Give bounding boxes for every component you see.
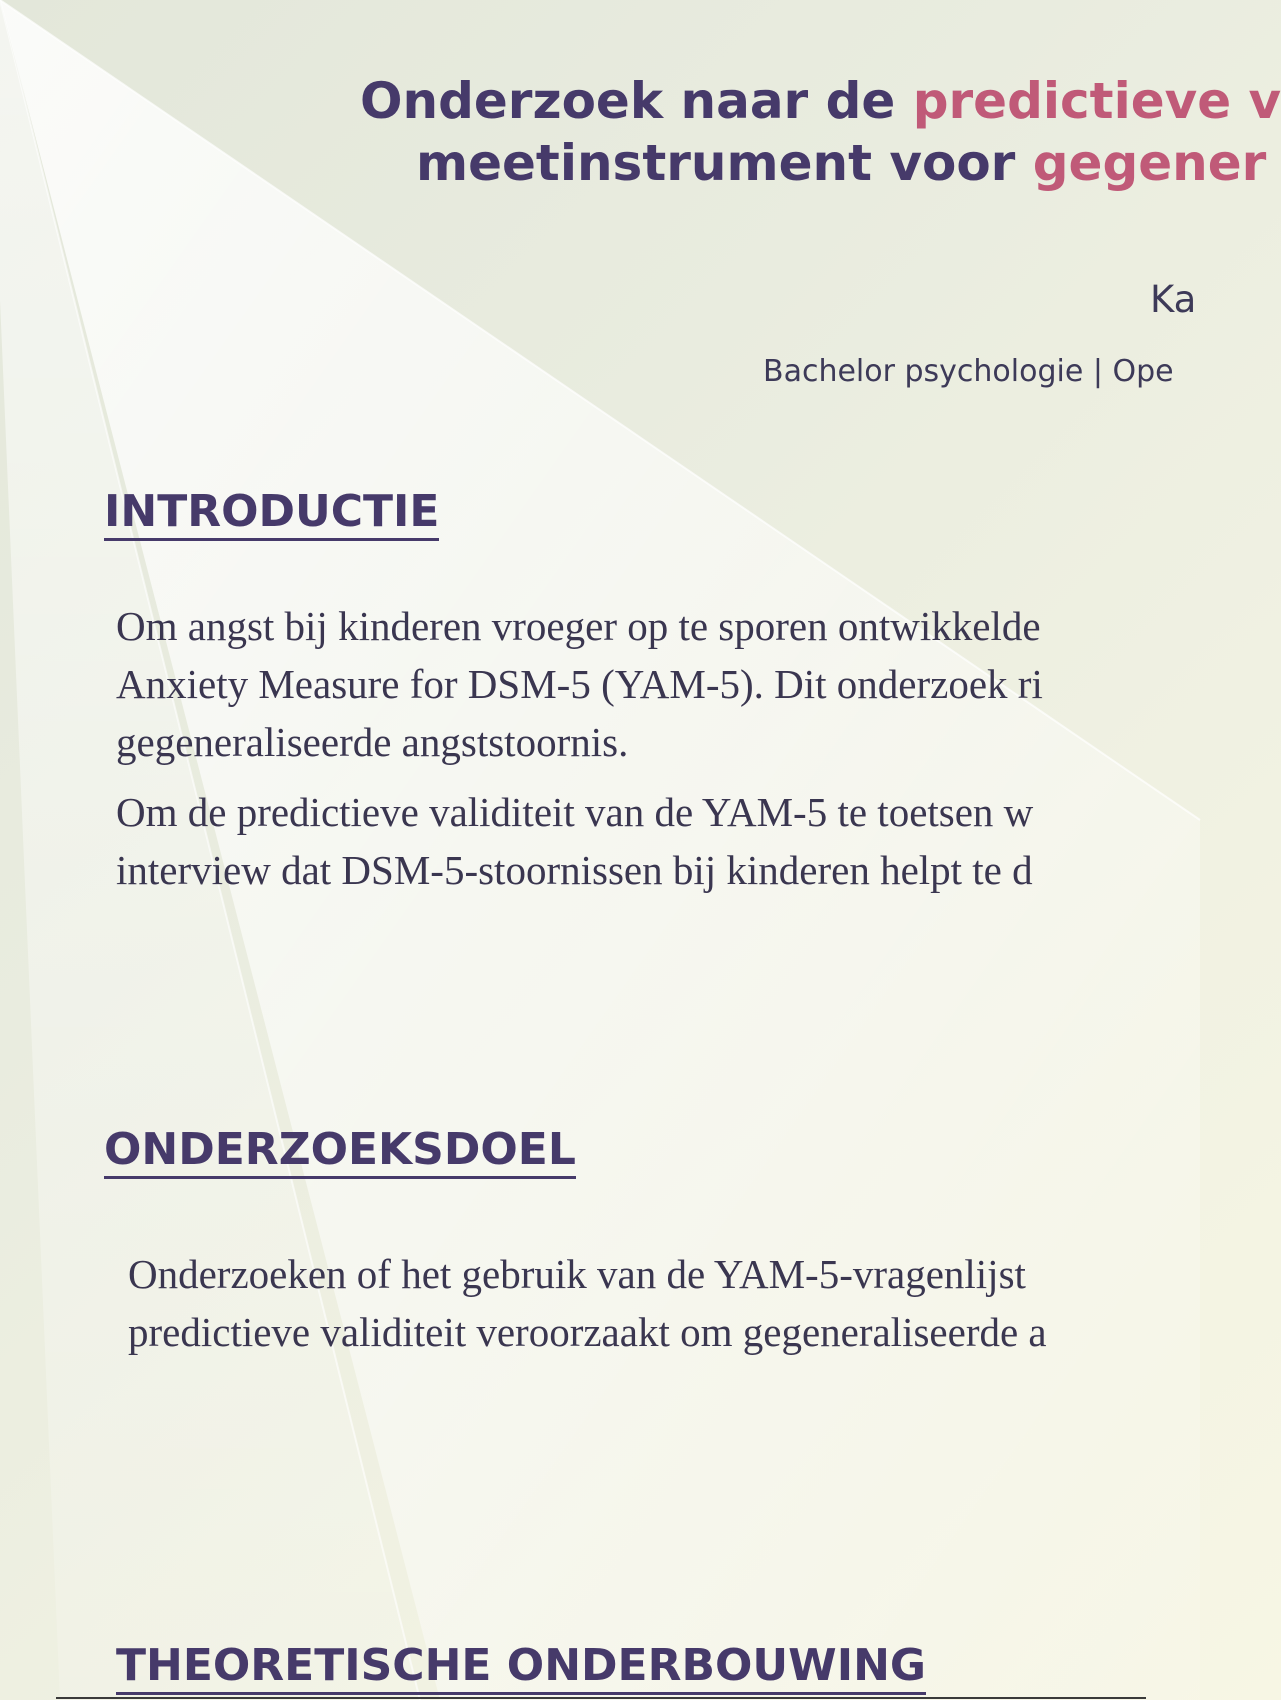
title-line-1-text: Onderzoek naar de — [360, 72, 913, 130]
heading-theoretische-onderbouwing: THEORETISCHE ONDERBOUWING — [116, 1642, 926, 1695]
introductie-paragraph-2 — [116, 783, 1033, 899]
title-line-1 — [360, 70, 1281, 132]
introductie-paragraph-1 — [116, 597, 1043, 771]
affiliation: Bachelor psychologie | Ope — [763, 354, 1174, 389]
title-line-2-text: meetinstrument voor — [416, 134, 1033, 192]
text-line: Om angst bij kinderen vroeger op te sporen ontwikkelde — [116, 603, 1041, 649]
text-line: gegeneraliseerde angststoornis. — [116, 719, 629, 765]
text-line: Onderzoeken of het gebruik van de YAM-5-vragenlijst — [128, 1251, 1026, 1297]
text-line: Om de predictieve validiteit van de YAM-5 te toetsen w — [116, 789, 1034, 835]
title-line-2-accent: gegener — [1032, 134, 1267, 192]
bottom-divider — [56, 1697, 1146, 1699]
title-line-1-accent: predictieve v — [912, 72, 1281, 130]
title-line-2 — [416, 132, 1266, 194]
heading-introductie: INTRODUCTIE — [104, 488, 439, 541]
heading-onderzoeksdoel: ONDERZOEKSDOEL — [104, 1126, 576, 1179]
text-line: interview dat DSM-5-stoornissen bij kinderen helpt te d — [116, 847, 1033, 893]
text-line: predictieve validiteit veroorzaakt om gegeneraliseerde a — [128, 1309, 1047, 1355]
author-name: Ka — [1150, 278, 1197, 321]
onderzoeksdoel-paragraph — [128, 1245, 1047, 1361]
text-line: Anxiety Measure for DSM-5 (YAM-5). Dit onderzoek ri — [116, 661, 1043, 707]
